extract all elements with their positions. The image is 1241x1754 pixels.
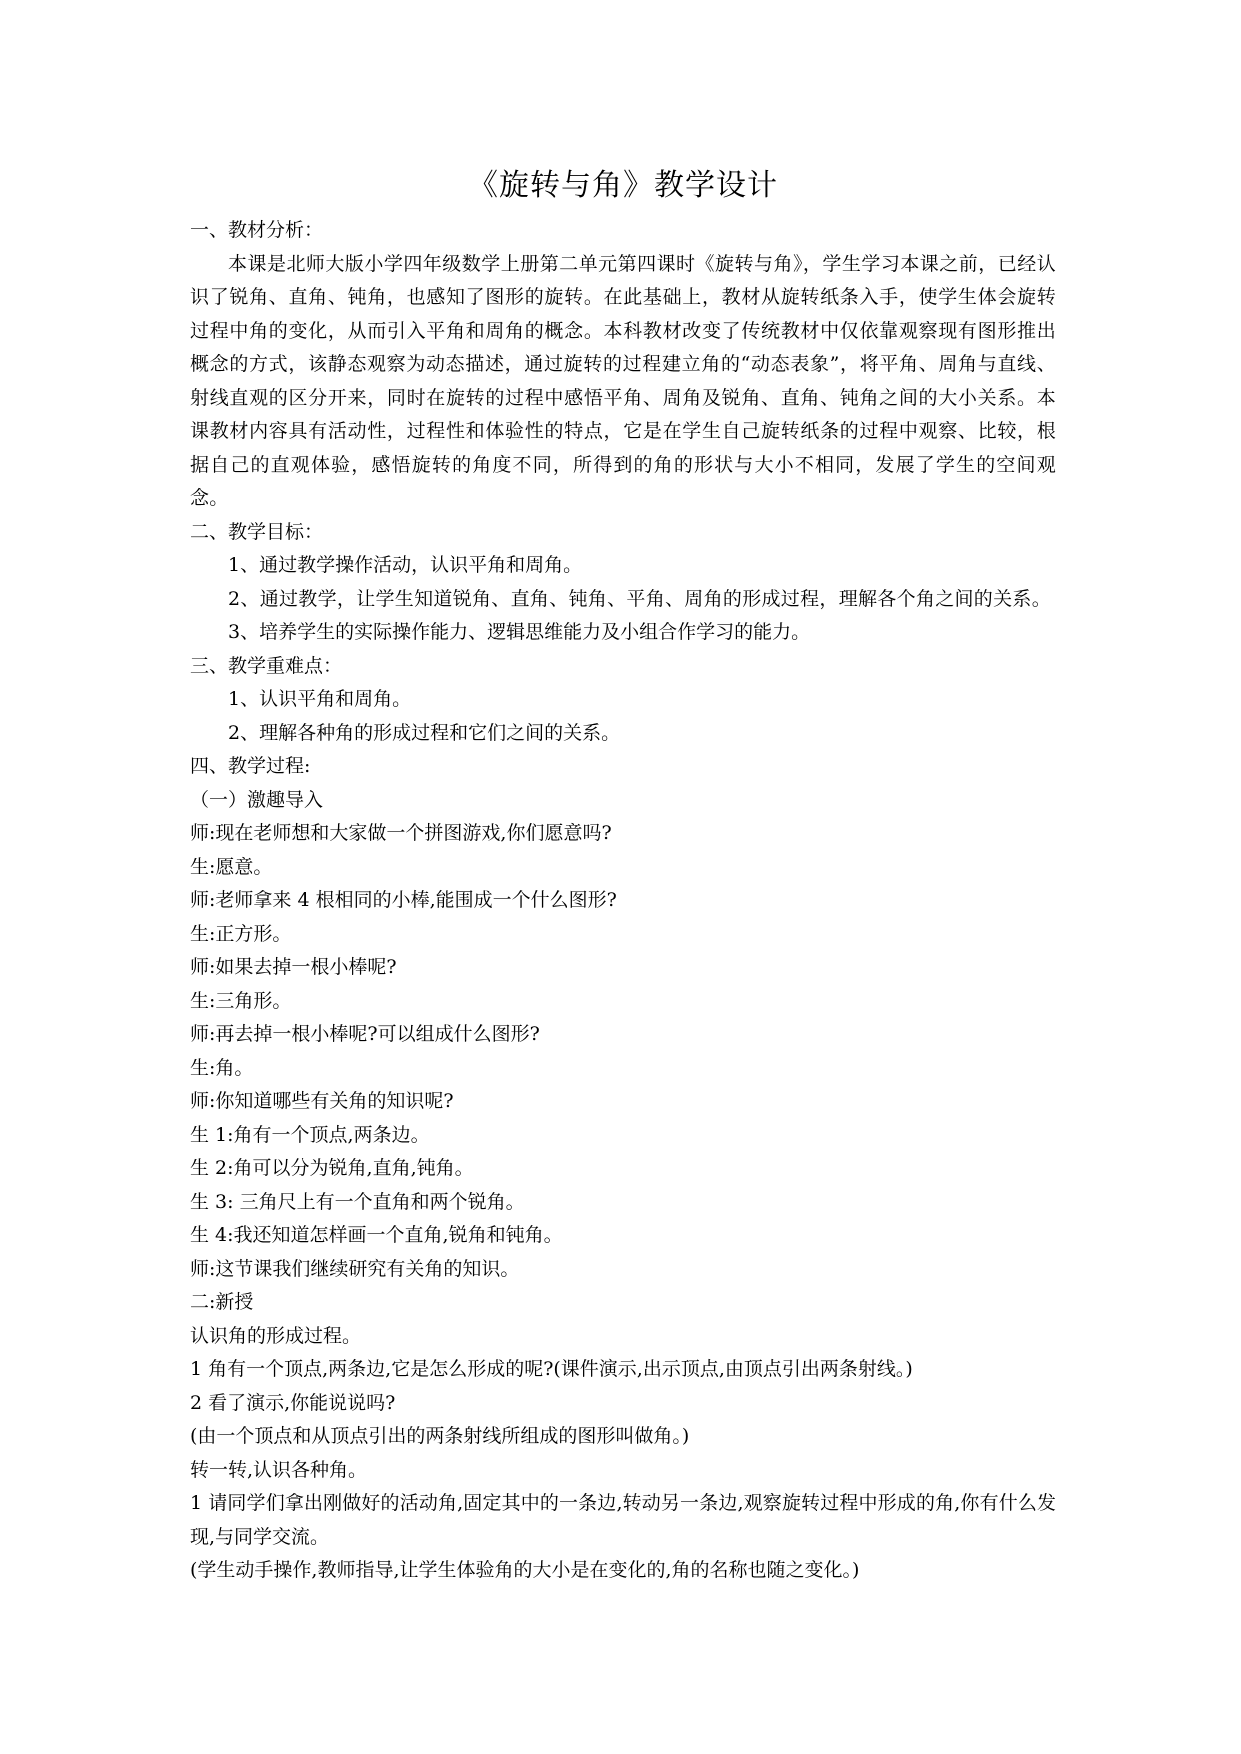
dialogue-line: 师:现在老师想和大家做一个拼图游戏,你们愿意吗? bbox=[190, 822, 612, 844]
goal-item-2: 2、通过教学，让学生知道锐角、直角、钝角、平角、周角的形成过程，理解各个角之间的关系。 bbox=[228, 587, 1051, 610]
section-heading-goals: 二、教学目标： bbox=[190, 520, 324, 543]
key-point-1: 1、认识平角和周角。 bbox=[228, 688, 412, 710]
dialogue-line: 生:三角形。 bbox=[190, 989, 292, 1012]
goal-item-1: 1、通过教学操作活动，认识平角和周角。 bbox=[228, 554, 583, 576]
dialogue-line: 生:愿意。 bbox=[190, 855, 273, 878]
section-heading-analysis: 一、教材分析： bbox=[190, 219, 324, 241]
section-heading-key-points: 三、教学重难点： bbox=[190, 654, 343, 677]
dialogue-line: 师:老师拿来 4 根相同的小棒,能围成一个什么图形? bbox=[190, 889, 617, 911]
section-heading-process: 四、教学过程: bbox=[190, 755, 311, 777]
dialogue-line: 生:正方形。 bbox=[190, 922, 292, 945]
dialogue-line: 生 3: 三角尺上有一个直角和两个锐角。 bbox=[190, 1190, 525, 1213]
lesson-item: 1 请同学们拿出刚做好的活动角,固定其中的一条边,转动另一条边,观察旋转过程中形成的角,你有什么发现,与同学交流。 bbox=[190, 1492, 1056, 1548]
part-heading-new-lesson: 二:新授 bbox=[190, 1291, 254, 1313]
dialogue-line: 师:这节课我们继续研究有关角的知识。 bbox=[190, 1257, 520, 1280]
dialogue-line: 生:角。 bbox=[190, 1056, 254, 1079]
key-point-2: 2、理解各种角的形成过程和它们之间的关系。 bbox=[228, 721, 621, 744]
document-title: 《旋转与角》教学设计 bbox=[468, 168, 778, 203]
lesson-item: 1 角有一个顶点,两条边,它是怎么形成的呢?(课件演示,出示顶点,由顶点引出两条射线。) bbox=[190, 1358, 913, 1380]
document-body bbox=[190, 158, 1056, 1588]
part-heading-intro: （一）激趣导入 bbox=[190, 788, 324, 811]
lesson-item: 2 看了演示,你能说说吗? bbox=[190, 1391, 396, 1414]
dialogue-line: 师:你知道哪些有关角的知识呢? bbox=[190, 1090, 454, 1112]
lesson-item: (由一个顶点和从顶点引出的两条射线所组成的图形叫做角。) bbox=[190, 1425, 690, 1447]
sub-heading-rotate: 转一转,认识各种角。 bbox=[190, 1458, 368, 1481]
dialogue-line: 生 1:角有一个顶点,两条边。 bbox=[190, 1123, 430, 1146]
sub-heading-angle-formation: 认识角的形成过程。 bbox=[190, 1324, 362, 1347]
dialogue-line: 生 2:角可以分为锐角,直角,钝角。 bbox=[190, 1157, 474, 1179]
dialogue-line: 师:如果去掉一根小棒呢? bbox=[190, 956, 397, 978]
dialogue-line: 生 4:我还知道怎样画一个直角,锐角和钝角。 bbox=[190, 1224, 563, 1246]
lesson-item: (学生动手操作,教师指导,让学生体验角的大小是在变化的,角的名称也随之变化。) bbox=[190, 1559, 860, 1581]
dialogue-line: 师:再去掉一根小棒呢?可以组成什么图形? bbox=[190, 1023, 540, 1045]
goal-item-3: 3、培养学生的实际操作能力、逻辑思维能力及小组合作学习的能力。 bbox=[228, 621, 811, 643]
analysis-paragraph: 本课是北师大版小学四年级数学上册第二单元第四课时《旋转与角》，学生学习本课之前，已经认识了锐角、直角、钝角，也感知了图形的旋转。在此基础上，教材从旋转纸条入手，使学生体会旋转过程中角的变化，从而引入平角和周角的概念。本科教材改变了传统教材中仅依靠观察现有图形推出概念的方式，该静态观察为动态描述，通过旋转的过程建立角的“动态表象”，将平角、周角与直线、射线直观的区分开来，同时在旋转的过程中感悟平角、周角及锐角、直角、钝角之间的大小关系。本课教材内容具有活动性，过程性和体验性的特点，它是在学生自己旋转纸条的过程中观察、比较，根据自己的直观体验，感悟旋转的角度不同，所得到的角的形状与大小不相同，发展了学生的空间观念。 bbox=[190, 252, 1056, 509]
